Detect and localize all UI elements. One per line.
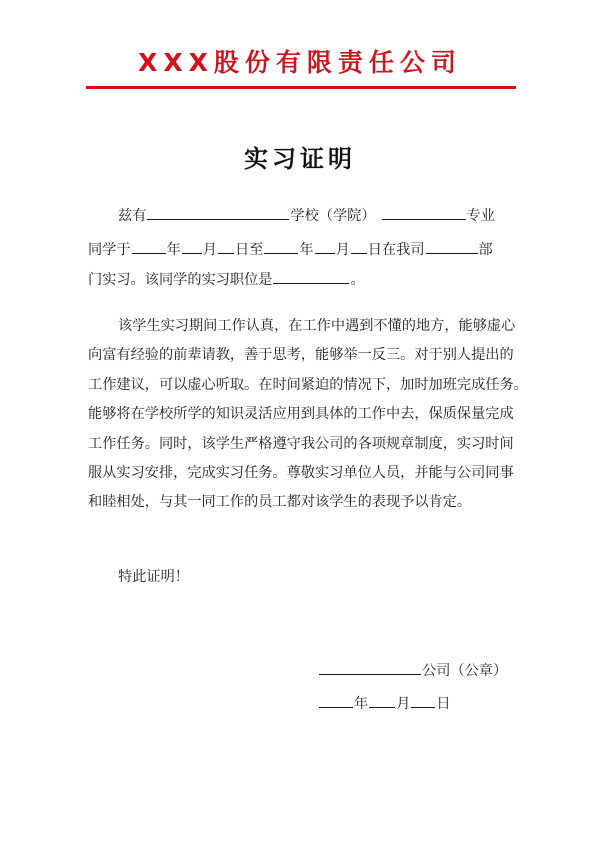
intro-text: 兹有 <box>118 208 147 224</box>
start-day-blank <box>218 236 234 254</box>
intro-text: 月 <box>335 242 350 258</box>
company-seal-label: 公司（公章） <box>422 663 508 679</box>
signature-company-line <box>318 657 507 683</box>
intro-text: 日至 <box>234 242 264 258</box>
major-blank <box>382 202 466 220</box>
intro-text: 门实习。该同学的实习职位是 <box>88 272 273 288</box>
intro-line-3 <box>88 266 365 292</box>
company-signature-blank <box>319 657 421 675</box>
body-paragraph <box>88 312 528 518</box>
intro-text: 专业 <box>466 208 495 224</box>
intro-line-2 <box>88 236 493 262</box>
start-month-blank <box>182 236 202 254</box>
intro-text: 年 <box>299 242 314 258</box>
start-year-blank <box>132 236 166 254</box>
intro-text: 。 <box>350 272 365 288</box>
end-month-blank <box>315 236 335 254</box>
sign-year-blank <box>319 690 353 708</box>
intro-text: 日在我司 <box>367 242 425 258</box>
date-label: 日 <box>436 696 451 712</box>
signature-date-line <box>318 690 451 716</box>
body-line: 该学生实习期间工作认真，在工作中遇到不懂的地方，能够虚心 <box>118 318 516 334</box>
body-line: 向富有经验的前辈请教，善于思考，能够举一反三。对于别人提出的 <box>88 347 514 364</box>
date-label: 年 <box>354 696 369 712</box>
header-divider <box>86 86 516 89</box>
intro-text: 年 <box>166 242 181 258</box>
intro-text: 月 <box>202 242 217 258</box>
department-blank <box>426 236 478 254</box>
body-line: 工作任务。同时，该学生严格遵守我公司的各项规章制度，实习时间 <box>88 435 514 452</box>
document-title: 实习证明 <box>244 145 356 173</box>
date-label: 月 <box>396 696 411 712</box>
sign-day-blank <box>411 690 435 708</box>
end-day-blank <box>351 236 367 254</box>
intro-line-1 <box>118 202 495 228</box>
intro-text: 同学于 <box>88 242 131 258</box>
company-name: XXX股份有限责任公司 <box>138 48 462 77</box>
position-blank <box>273 266 349 284</box>
sign-month-blank <box>369 690 395 708</box>
body-line: 服从实习安排，完成实习任务。尊敬实习单位人员，并能与公司同事 <box>88 464 514 481</box>
closing-text: 特此证明！ <box>118 569 189 585</box>
body-line: 和睦相处，与其一同工作的员工都对该学生的表现予以肯定。 <box>88 494 472 511</box>
intro-text: 部 <box>478 242 493 258</box>
intro-text: 学校（学院） <box>290 208 376 224</box>
body-line: 工作建议，可以虚心听取。在时间紧迫的情况下，加时加班完成任务。 <box>88 376 528 393</box>
body-line: 能够将在学校所学的知识灵活应用到具体的工作中去，保质保量完成 <box>88 406 514 423</box>
end-year-blank <box>264 236 298 254</box>
school-blank <box>147 202 289 220</box>
